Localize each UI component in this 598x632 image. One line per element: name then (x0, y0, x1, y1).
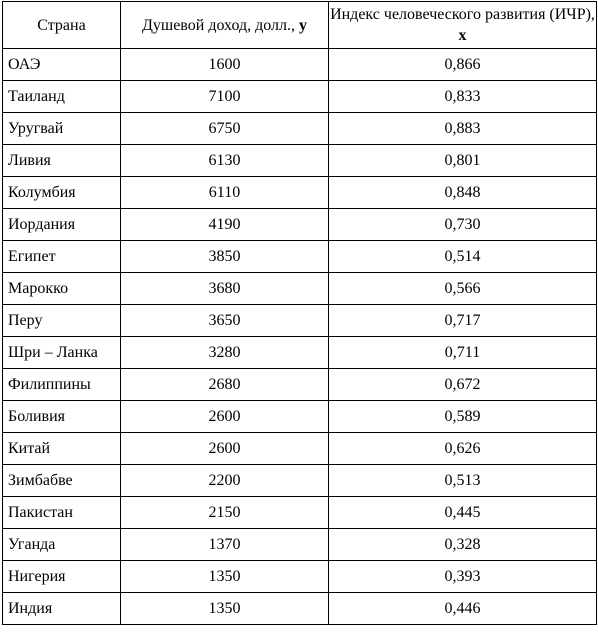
header-income-label: Душевой доход, долл., (141, 16, 300, 34)
header-hdi-label: Индекс человеческого развития (ИЧР), (330, 6, 595, 23)
header-hdi-text (329, 4, 596, 46)
table-row (3, 145, 597, 177)
income-cell: 2200 (121, 465, 329, 497)
hdi-cell: 0,730 (329, 209, 597, 241)
country-cell: Зимбабве (3, 465, 121, 497)
data-table (2, 1, 597, 625)
income-cell: 4190 (121, 209, 329, 241)
table-row (3, 529, 597, 561)
country-cell: Китай (3, 433, 121, 465)
table-row (3, 305, 597, 337)
table-row (3, 81, 597, 113)
hdi-cell: 0,672 (329, 369, 597, 401)
hdi-cell: 0,393 (329, 561, 597, 593)
income-cell: 7100 (121, 81, 329, 113)
table-header (3, 2, 597, 49)
country-cell: Филиппины (3, 369, 121, 401)
country-cell: Индия (3, 593, 121, 625)
income-cell: 1350 (121, 593, 329, 625)
hdi-cell: 0,848 (329, 177, 597, 209)
income-cell: 6110 (121, 177, 329, 209)
hdi-cell: 0,445 (329, 497, 597, 529)
table-row (3, 177, 597, 209)
header-country (3, 2, 121, 49)
table-row (3, 401, 597, 433)
header-income-variable: у (299, 16, 308, 34)
table-row (3, 593, 597, 625)
hdi-cell: 0,514 (329, 241, 597, 273)
income-cell: 2680 (121, 369, 329, 401)
country-cell: Марокко (3, 273, 121, 305)
hdi-cell: 0,513 (329, 465, 597, 497)
hdi-cell: 0,446 (329, 593, 597, 625)
hdi-cell: 0,801 (329, 145, 597, 177)
country-cell: Шри – Ланка (3, 337, 121, 369)
country-cell: Египет (3, 241, 121, 273)
income-cell: 2600 (121, 433, 329, 465)
country-cell: Нигерия (3, 561, 121, 593)
income-cell: 3680 (121, 273, 329, 305)
table-row (3, 561, 597, 593)
country-cell: Перу (3, 305, 121, 337)
country-cell: Таиланд (3, 81, 121, 113)
hdi-cell: 0,866 (329, 49, 597, 81)
header-income (121, 2, 329, 49)
table-row (3, 209, 597, 241)
table-row (3, 433, 597, 465)
income-cell: 3650 (121, 305, 329, 337)
header-income-text (142, 15, 307, 36)
country-cell: Иордания (3, 209, 121, 241)
income-cell: 1370 (121, 529, 329, 561)
header-row (3, 2, 597, 49)
country-cell: Пакистан (3, 497, 121, 529)
hdi-cell: 0,833 (329, 81, 597, 113)
country-cell: Колумбия (3, 177, 121, 209)
hdi-cell: 0,566 (329, 273, 597, 305)
table-row (3, 369, 597, 401)
hdi-cell: 0,589 (329, 401, 597, 433)
table-row (3, 49, 597, 81)
hdi-cell: 0,711 (329, 337, 597, 369)
table-row (3, 241, 597, 273)
table-row (3, 337, 597, 369)
country-cell: Боливия (3, 401, 121, 433)
table-row (3, 497, 597, 529)
hdi-cell: 0,328 (329, 529, 597, 561)
header-hdi-variable: х (458, 27, 467, 44)
income-cell: 6750 (121, 113, 329, 145)
table-row (3, 465, 597, 497)
income-cell: 3280 (121, 337, 329, 369)
hdi-cell: 0,626 (329, 433, 597, 465)
income-cell: 1600 (121, 49, 329, 81)
table-body (3, 49, 597, 625)
income-cell: 2150 (121, 497, 329, 529)
income-cell: 2600 (121, 401, 329, 433)
country-cell: Уганда (3, 529, 121, 561)
income-cell: 6130 (121, 145, 329, 177)
income-cell: 1350 (121, 561, 329, 593)
hdi-cell: 0,717 (329, 305, 597, 337)
header-country-label: Страна (37, 16, 86, 34)
table-row (3, 113, 597, 145)
header-hdi (329, 2, 597, 49)
country-cell: ОАЭ (3, 49, 121, 81)
country-cell: Уругвай (3, 113, 121, 145)
table-row (3, 273, 597, 305)
country-cell: Ливия (3, 145, 121, 177)
income-cell: 3850 (121, 241, 329, 273)
hdi-cell: 0,883 (329, 113, 597, 145)
